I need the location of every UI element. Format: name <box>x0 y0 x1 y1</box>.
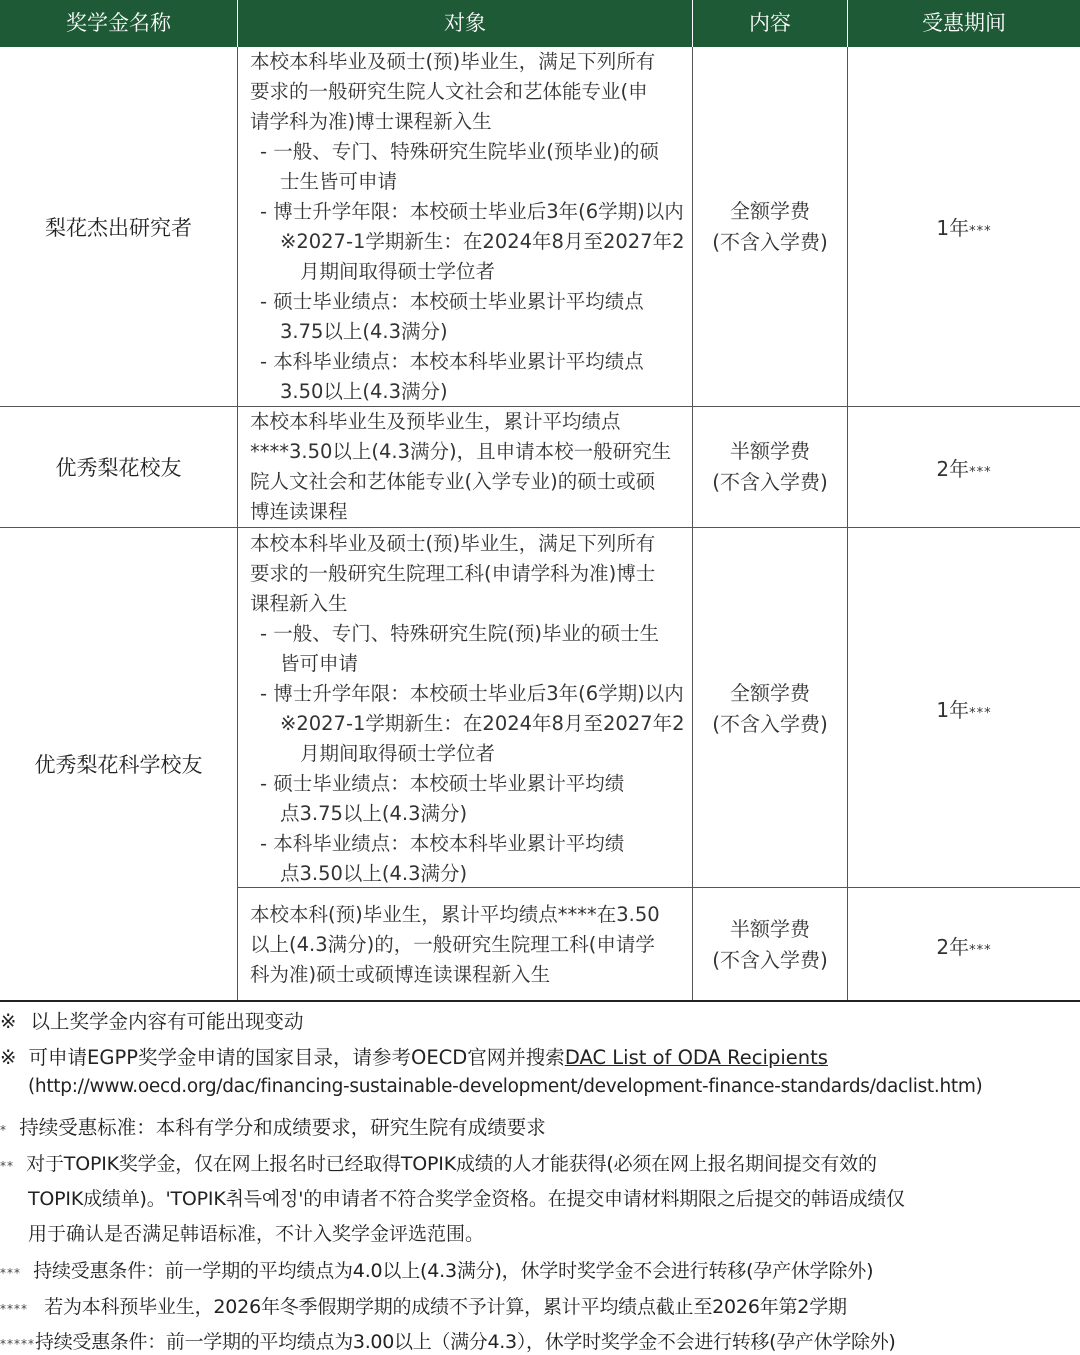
footnote-text: 持续受惠条件：前一学期的平均绩点为3.00以上（满分4.3），休学时奖学金不会进行转移(孕产休学除外) <box>35 1331 896 1353</box>
row-period <box>848 931 1080 960</box>
target-line: 3.50以上(4.3满分) <box>280 380 448 403</box>
target-line: 科为准)硕士或硕博连读课程新入生 <box>250 963 551 986</box>
target-line: 月期间取得硕士学位者 <box>300 742 496 765</box>
table-bottom-border <box>0 1000 1080 1002</box>
column-divider <box>847 47 848 1001</box>
footnote-mark: * <box>0 1123 7 1137</box>
target-line: ※2027-1学期新生：在2024年8月至2027年2 <box>280 712 685 735</box>
footnote <box>0 1292 847 1319</box>
row-target <box>250 47 690 407</box>
period-footnote-mark: *** <box>969 465 992 480</box>
header-content: 内容 <box>693 0 847 47</box>
row-name: 优秀梨花校友 <box>55 456 182 480</box>
footnote-text: 以上奖学金内容有可能出现变动 <box>30 1010 304 1033</box>
period-footnote-mark: *** <box>969 224 992 239</box>
header-period: 受惠期间 <box>848 0 1080 47</box>
row-period <box>848 694 1080 723</box>
period-footnote-mark: *** <box>969 706 992 721</box>
footnote-text: TOPIK成绩单)。'TOPIK취득예정'的申请者不符合奖学金资格。在提交申请材料期限之后提交的韩语成绩仅 <box>28 1188 905 1210</box>
footnote-url[interactable]: (http://www.oecd.org/dac/financing-sustainable-development/development-finance-standards/daclist.htm) <box>28 1076 983 1097</box>
content-amount: 半额学费 <box>730 917 810 941</box>
content-note: (不含入学费) <box>712 712 828 736</box>
row-name: 优秀梨花科学校友 <box>34 753 203 777</box>
target-line: 要求的一般研究生院人文社会和艺体能专业(申 <box>250 80 648 103</box>
period-footnote-mark: *** <box>969 943 992 958</box>
footnote <box>0 1042 828 1070</box>
oda-recipients-link[interactable]: DAC List of ODA Recipients <box>564 1046 828 1069</box>
row-period <box>848 453 1080 482</box>
footnote <box>0 1112 546 1140</box>
row-target <box>250 407 690 527</box>
period-value: 2年 <box>936 935 970 959</box>
target-line: 本校本科毕业及硕士(预)毕业生，满足下列所有 <box>250 532 656 555</box>
row-content <box>693 678 847 740</box>
footnote-mark: ※ <box>0 1046 17 1069</box>
target-bullet: - 一般、专门、特殊研究生院毕业(预毕业)的硕 <box>260 140 659 163</box>
target-bullet: - 硕士毕业绩点：本校硕士毕业累计平均绩 <box>260 772 625 795</box>
row-content <box>693 436 847 498</box>
target-bullet: - 本科毕业绩点：本校本科毕业累计平均绩点 <box>260 350 644 373</box>
content-amount: 半额学费 <box>730 439 810 463</box>
footnote-mark: **** <box>0 1302 28 1316</box>
target-line: 点3.75以上(4.3满分) <box>280 802 468 825</box>
footnote-text: 对于TOPIK奖学金，仅在网上报名时已经取得TOPIK成绩的人才能获得(必须在网上报名期间提交有效的 <box>26 1153 877 1175</box>
target-line: 点3.50以上(4.3满分) <box>280 862 468 885</box>
target-line: 以上(4.3满分)的，一般研究生院理工科(申请学 <box>250 933 655 956</box>
target-line: 本校本科毕业生及预毕业生，累计平均绩点 <box>250 410 621 433</box>
row-content <box>693 914 847 976</box>
target-line: 本校本科(预)毕业生，累计平均绩点****在3.50 <box>250 903 660 926</box>
content-amount: 全额学费 <box>730 199 810 223</box>
footnote <box>0 1006 304 1034</box>
target-line: 课程新入生 <box>250 592 348 615</box>
header-divider <box>237 0 238 47</box>
row-target <box>250 529 690 889</box>
footnote-text: 持续受惠条件：前一学期的平均绩点为4.0以上(4.3满分)，休学时奖学金不会进行转移(孕产休学除外) <box>33 1260 874 1282</box>
column-divider <box>237 47 238 1001</box>
footnote-text: 可申请EGPP奖学金申请的国家目录，请参考OECD官网并搜索 <box>28 1046 565 1069</box>
row-period <box>848 212 1080 241</box>
footnote-mark: ** <box>0 1159 14 1173</box>
period-value: 1年 <box>936 698 970 722</box>
footnote-text: 若为本科预毕业生，2026年冬季假期学期的成绩不予计算，累计平均绩点截止至2026年第2学期 <box>44 1296 847 1318</box>
footnote <box>0 1256 873 1283</box>
header-divider <box>847 0 848 47</box>
target-bullet: - 本科毕业绩点：本校本科毕业累计平均绩 <box>260 832 625 855</box>
target-line: 博连读课程 <box>250 500 348 523</box>
period-value: 2年 <box>936 457 970 481</box>
target-line: 月期间取得硕士学位者 <box>300 260 496 283</box>
target-line: 院人文社会和艺体能专业(入学专业)的硕士或硕 <box>250 470 656 493</box>
target-line: ※2027-1学期新生：在2024年8月至2027年2 <box>280 230 685 253</box>
column-divider <box>692 47 693 1001</box>
footnote <box>0 1149 877 1176</box>
row-content <box>693 196 847 258</box>
content-note: (不含入学费) <box>712 470 828 494</box>
footnote-mark: *** <box>0 1266 21 1280</box>
target-bullet: - 博士升学年限：本校硕士毕业后3年(6学期)以内 <box>260 682 684 705</box>
row-name: 梨花杰出研究者 <box>45 215 192 240</box>
footnote-mark: ***** <box>0 1337 35 1351</box>
footnote-mark: ※ <box>0 1010 17 1033</box>
target-bullet: - 一般、专门、特殊研究生院(预)毕业的硕士生 <box>260 622 659 645</box>
period-value: 1年 <box>936 216 970 240</box>
footnote <box>0 1327 896 1354</box>
row-target <box>250 900 690 990</box>
header-target: 对象 <box>238 0 692 47</box>
target-line: 皆可申请 <box>280 652 359 675</box>
content-amount: 全额学费 <box>730 681 810 705</box>
footnote-text: 持续受惠标准：本科有学分和成绩要求，研究生院有成绩要求 <box>19 1116 546 1139</box>
header-divider <box>692 0 693 47</box>
header-scholarship-name: 奖学金名称 <box>0 0 237 47</box>
target-line: 本校本科毕业及硕士(预)毕业生，满足下列所有 <box>250 50 656 73</box>
target-line: 请学科为准)博士课程新入生 <box>250 110 492 133</box>
target-bullet: - 硕士毕业绩点：本校硕士毕业累计平均绩点 <box>260 290 644 313</box>
footnote-text: 用于确认是否满足韩语标准，不计入奖学金评选范围。 <box>28 1223 485 1245</box>
target-line: ****3.50以上(4.3满分)，且申请本校一般研究生 <box>250 440 672 463</box>
content-note: (不含入学费) <box>712 948 828 972</box>
target-bullet: - 博士升学年限：本校硕士毕业后3年(6学期)以内 <box>260 200 684 223</box>
target-line: 要求的一般研究生院理工科(申请学科为准)博士 <box>250 562 656 585</box>
target-line: 3.75以上(4.3满分) <box>280 320 448 343</box>
content-note: (不含入学费) <box>712 230 828 254</box>
target-line: 士生皆可申请 <box>280 170 398 193</box>
